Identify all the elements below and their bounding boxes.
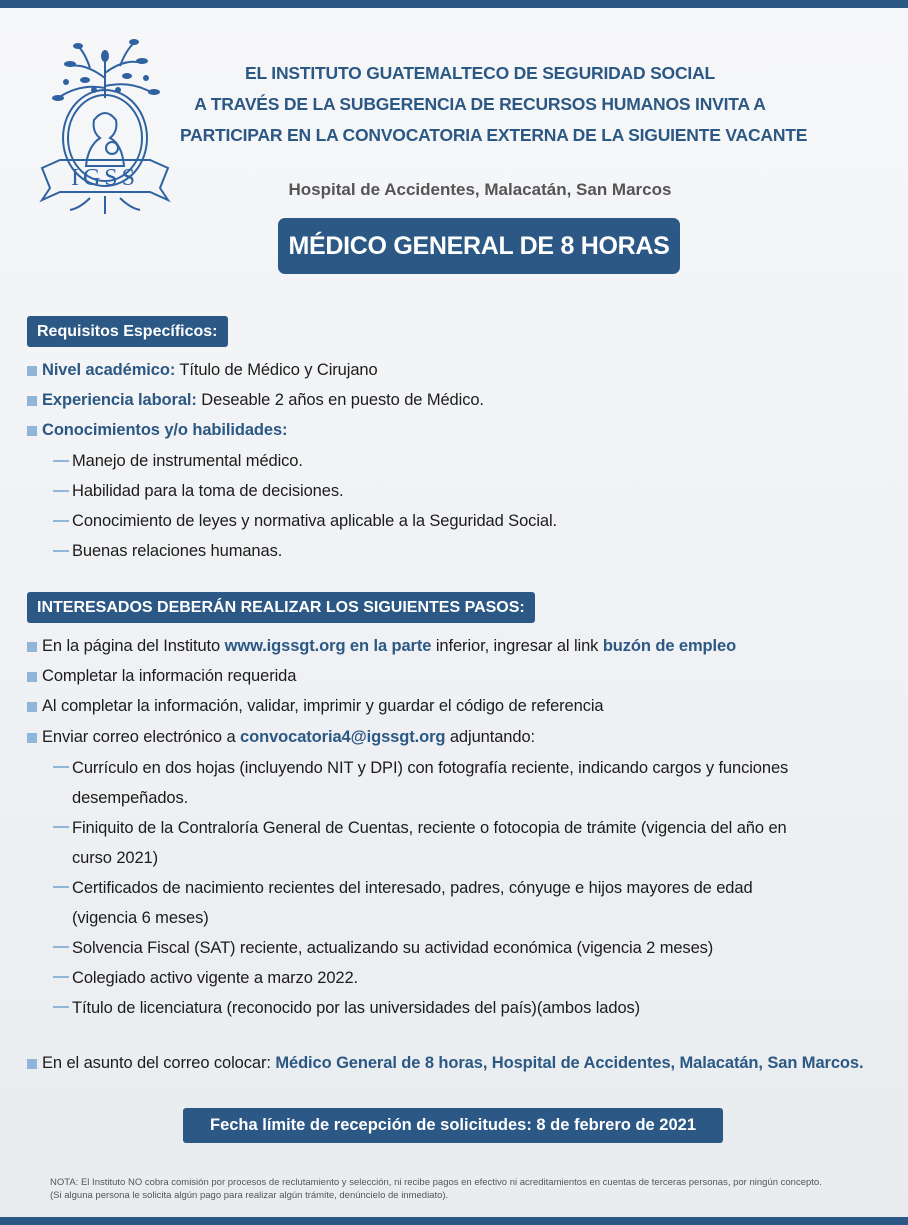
doc-item: Colegiado activo vigente a marzo 2022. [72,969,359,987]
email-link[interactable]: convocatoria4@igssgt.org [240,728,446,746]
step-4 [42,728,535,747]
step4-text-b: adjuntando: [445,728,536,746]
email-subject [42,1054,863,1073]
dash-icon [53,826,69,828]
disclaimer-note [50,1176,870,1202]
skill-item: Manejo de instrumental médico. [72,452,303,470]
igss-logo-icon [30,28,180,218]
step1-text-b: inferior, ingresar al link [431,637,603,655]
step-1 [42,637,736,656]
doc-item-cont: curso 2021) [72,849,159,867]
nota-line-2: (Si alguna persona le solicita algún pago para realizar algún trámite, denúncielo de inmediato). [50,1190,449,1201]
header-line-3: PARTICIPAR EN LA CONVOCATORIA EXTERNA DE LA SIGUIENTE VACANTE [180,125,808,145]
requirements-heading: Requisitos Específicos: [27,316,228,347]
asunto-value: Médico General de 8 horas, Hospital de Accidentes, Malacatán, San Marcos. [275,1054,864,1072]
dash-icon [53,886,69,888]
step4-text-a: Enviar correo electrónico a [42,728,241,746]
dash-icon [53,550,69,552]
step1-text-a: En la página del Instituto [42,637,225,655]
bullet-icon [27,702,37,712]
doc-item: Certificados de nacimiento recientes del interesado, padres, cónyuge e hijos mayores de edad [72,879,753,897]
website-link[interactable]: www.igssgt.org en la parte [224,637,432,655]
skill-item: Conocimiento de leyes y normativa aplicable a la Seguridad Social. [72,512,558,530]
step-2: Completar la información requerida [42,667,297,685]
bullet-icon [27,366,37,376]
dash-icon [53,490,69,492]
vacancy-title: MÉDICO GENERAL DE 8 HORAS [278,218,680,274]
nivel-value: Título de Médico y Cirujano [175,361,378,379]
header-line-1: EL INSTITUTO GUATEMALTECO DE SEGURIDAD SOCIAL [245,63,715,83]
doc-item: Título de licenciatura (reconocido por las universidades del país)(ambos lados) [72,999,641,1017]
bullet-icon [27,642,37,652]
doc-item: Solvencia Fiscal (SAT) reciente, actualizando su actividad económica (vigencia 2 meses) [72,939,714,957]
dash-icon [53,1006,69,1008]
dash-icon [53,976,69,978]
bullet-icon [27,672,37,682]
logo-text: IGSS [70,165,140,191]
doc-item: Finiquito de la Contraloría General de Cuentas, reciente o fotocopia de trámite (vigencia del año en [72,819,787,837]
hospital-name: Hospital de Accidentes, Malacatán, San Marcos [288,180,672,199]
nota-line-1: NOTA: El Instituto NO cobra comisión por procesos de reclutamiento y selección, ni recibe pagos en efectivo ni acreditamientos en cuentas de terceras personas, por ningún concepto. [50,1177,822,1188]
doc-item-cont: (vigencia 6 meses) [72,909,209,927]
nivel-academico [42,361,378,380]
header-line-2: A TRAVÉS DE LA SUBGERENCIA DE RECURSOS HUMANOS INVITA A [194,94,766,114]
experiencia-label: Experiencia laboral: [42,391,197,409]
dash-icon [53,766,69,768]
dash-icon [53,946,69,948]
dash-icon [53,520,69,522]
top-border [0,0,908,8]
doc-item: Currículo en dos hojas (incluyendo NIT y DPI) con fotografía reciente, indicando cargos y funciones [72,759,789,777]
conocimientos [42,421,287,440]
bullet-icon [27,396,37,406]
experiencia-laboral [42,391,484,410]
bottom-border [0,1217,908,1225]
header [180,58,808,151]
dash-icon [53,460,69,462]
steps-heading: INTERESADOS DEBERÁN REALIZAR LOS SIGUIENTES PASOS: [27,592,535,623]
doc-item-cont: desempeñados. [72,789,189,807]
asunto-text: En el asunto del correo colocar: [42,1054,276,1072]
buzon-empleo-link[interactable]: buzón de empleo [602,637,737,655]
bullet-icon [27,426,37,436]
nivel-label: Nivel académico: [42,361,176,379]
experiencia-value: Deseable 2 años en puesto de Médico. [196,391,484,409]
skill-item: Habilidad para la toma de decisiones. [72,482,344,500]
bullet-icon [27,733,37,743]
conocimientos-label: Conocimientos y/o habilidades: [42,421,288,439]
deadline-badge: Fecha límite de recepción de solicitudes: 8 de febrero de 2021 [183,1108,723,1143]
bullet-icon [27,1059,37,1069]
skill-item: Buenas relaciones humanas. [72,542,283,560]
step-3: Al completar la información, validar, imprimir y guardar el código de referencia [42,697,604,715]
